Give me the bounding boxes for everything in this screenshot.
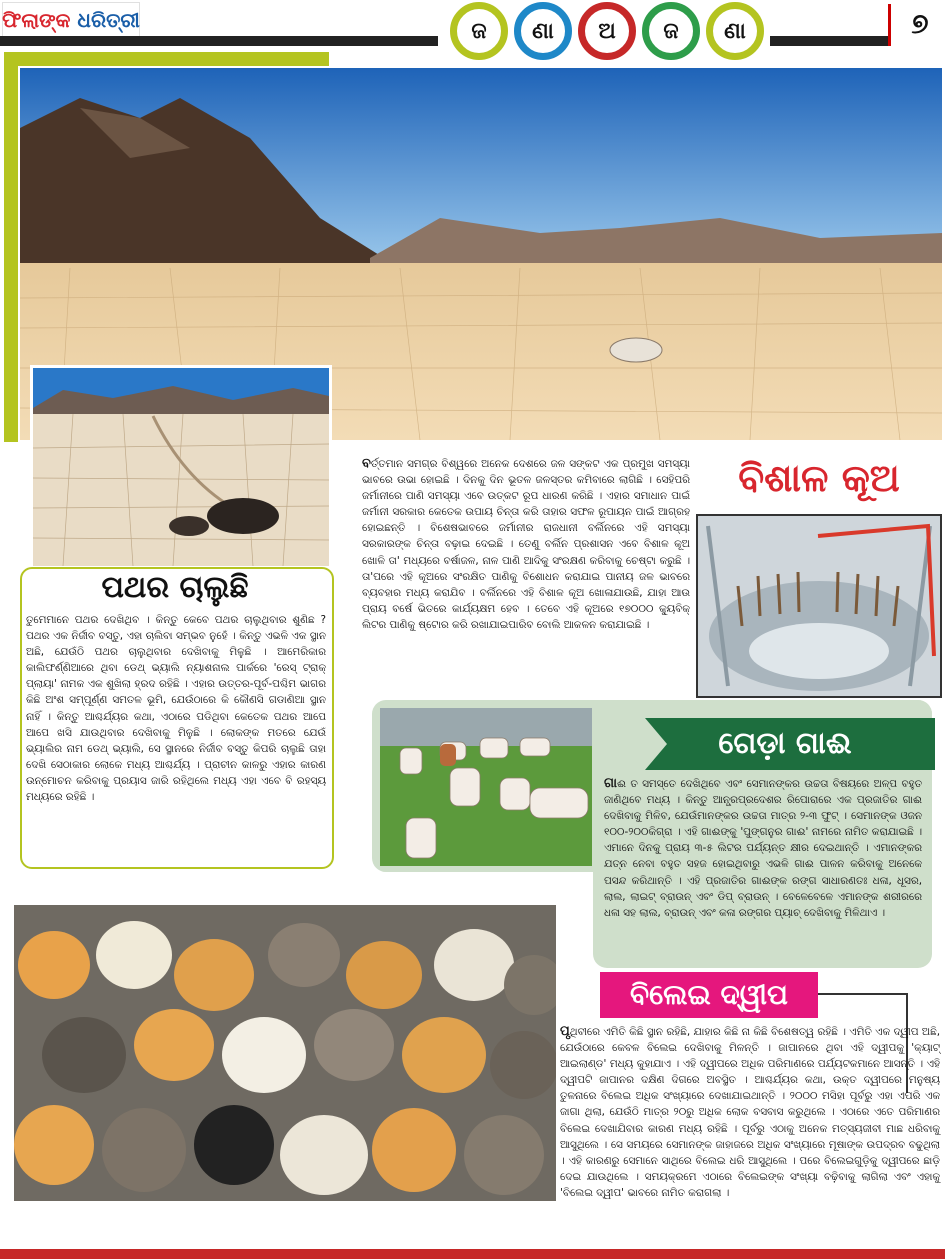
cat-connector-line (818, 993, 906, 995)
well-article (362, 456, 690, 633)
stone-title: ପଥର ଚାଲୁଛି (101, 570, 249, 605)
cow-article (604, 776, 922, 921)
title-letter-2: ଣା (514, 2, 572, 60)
page-number-divider (888, 4, 891, 46)
hero-frame-top (4, 52, 329, 66)
mini-cows-photo (380, 708, 592, 866)
title-letter-3: ଅ (578, 2, 636, 60)
well-first-letter: ବ (362, 456, 371, 471)
title-letter-5: ଣା (706, 2, 764, 60)
cat-title: ବିଲେଇ ଦ୍ୱୀପ (630, 978, 788, 1011)
cat-article (560, 1024, 940, 1201)
moving-stone-photo (30, 365, 332, 569)
logo-part1: ଫିଲାଙ୍କ (2, 8, 71, 32)
well-title: ବିଶାଳ କୂଅ (738, 456, 900, 500)
title-letter-4: ଜ (642, 2, 700, 60)
logo-part2: ଧରିତ୍ରୀ (77, 8, 140, 32)
cow-body: ଈ ତ ସମସ୍ତେ ଦେଖିଥିବେ ଏବଂ ସେମାନଙ୍କର ଉଚ୍ଚତା ବିଷୟରେ ଅଳ୍ପ ବହୁତ ଜାଣିଥିବେ ମଧ୍ୟ । କିନ୍ତୁ ଆନ୍ଧ୍ରପ୍ରଦେଶର ରିପୋରାରେ ଏକ ପ୍ରଜାତିର ଗାଈ ଦେଖିବାକୁ ମିଳିବ, ଯେଉଁମାନଙ୍କର ଉଚ୍ଚତା ମାତ୍ର ୨-୩ ଫୁଟ୍ । ସେମାନଙ୍କ ଓଜନ ୧୦୦-୨୦୦କିଗ୍ରା । ଏହି ଗାଈଙ୍କୁ 'ପୁଙ୍ଗନୁର ଗାଈ' ନାମରେ ନାମିତ କରାଯାଇଛି । ଏମାନେ ଦିନକୁ ପ୍ରାୟ ୩-୫ ଲିଟର ପର୍ଯ୍ୟନ୍ତ କ୍ଷୀର ଦେଇଥାନ୍ତି । ଏମାନଙ୍କର ଯତ୍ନ ନେବା ବହୁତ ସହଜ ହୋଇଥିବାରୁ ଏଭଳି ଗାଈ ପାଳନ କରିବାକୁ ଅନେକେ ପସନ୍ଦ କରିଥାନ୍ତି । ଏହି ପ୍ରଜାତିର ଗାଈଙ୍କ ରଙ୍ଗ ସାଧାରଣତଃ ଧଳା, ଧୂସର, ଲାଲ, ଲାଇଟ୍ ବ୍ରାଉନ୍ ଏବଂ ଡିପ୍ ବ୍ରାଉନ୍ । ବେଳେବେଳେ ଏମାନଙ୍କ ଶରୀରରେ ଧଳା ସହ ଲାଲ, ବ୍ରାଉନ୍ ଏବଂ କଳା ରଙ୍ଗର ପ୍ୟାଚ୍ ଦେଖିବାକୁ ମିଳିଥାଏ । (604, 778, 922, 919)
hero-frame-side (4, 52, 18, 442)
cat-body: ଥିବୀରେ ଏମିତି କିଛି ସ୍ଥାନ ରହିଛି, ଯାହାର କିଛି ନା କିଛି ବିଶେଷତ୍ୱ ରହିଛି । ଏମିତି ଏକ ଦ୍ୱୀପ ଅଛି, ଯେଉଁଠାରେ କେବଳ ବିଲେଇ ଦେଖିବାକୁ ମିଳନ୍ତି । ଜାପାନରେ ଥିବା ଏହି ଦ୍ୱୀପକୁ 'କ୍ୟାଟ୍ ଆଇଲାଣ୍ଡ' ମଧ୍ୟ କୁହାଯାଏ । ଏହି ଦ୍ୱୀପରେ ଅଧିକ ପରିମାଣରେ ପର୍ଯ୍ୟଟକମାନେ ଆସନ୍ତି । ଏହି ଦ୍ୱୀପଟି ଜାପାନର ଦକ୍ଷିଣ ଦିଗରେ ଅବସ୍ଥିତ । ଆଶ୍ଚର୍ଯ୍ୟର କଥା, ଉକ୍ତ ଦ୍ୱୀପରେ ମନୁଷ୍ୟ ତୁଳନାରେ ବିଲେଇ ଅଧିକ ସଂଖ୍ୟାରେ ଦେଖାଯାଇଥାନ୍ତି । ୨୦୦୦ ମସିହା ପୂର୍ବରୁ ଏହା ଏପରି ଏକ ଜାଗା ଥିଲା, ଯେଉଁଠି ମାତ୍ର ୨୦ରୁ ଅଧିକ ଲୋକ ବସବାସ କରୁଥିଲେ । ଏଠାରେ ଏତେ ପରିମାଣର ବିଲେଇ ଦେଖାଯିବାର କାରଣ ମଧ୍ୟ ରହିଛି । ପୂର୍ବରୁ ଏଠାକୁ ଅନେକ ମତ୍ସ୍ୟଜୀବୀ ମାଛ ଧରିବାକୁ ଆସୁଥିଲେ । ସେ ସମୟରେ ସେମାନଙ୍କ ଜାହାଜରେ ଅଧିକ ସଂଖ୍ୟାରେ ମୂଷାଙ୍କ ଉପଦ୍ରବ ବଢୁଥିଲା । ଏହି କାରଣରୁ ସେମାନେ ସାଥିରେ ବିଲେଇ ଧରି ଆସୁଥିଲେ । ପରେ ବିଲେଇଗୁଡ଼ିକୁ ଦ୍ୱୀପରେ ଛାଡ଼ି ଦେଇ ଯାଉଥିଲେ । ସମୟକ୍ରମେ ଏଠାରେ ବିଲେଇଙ୍କ ସଂଖ୍ୟା ବଢ଼ିବାକୁ ଲାଗିଲା ଏବଂ ଏହାକୁ 'ବିଲେଇ ଦ୍ୱୀପ' ଭାବରେ ନାମିତ କରାଗଲା । (560, 1026, 940, 1199)
title-letter-1: ଜ (450, 2, 508, 60)
header-bar-right (770, 36, 890, 46)
cow-title: ଗେଡ଼ା ଗାଈ (718, 726, 852, 761)
publication-logo (2, 2, 140, 38)
page-number: ୭ (911, 7, 929, 40)
cow-first-letter: ଗା (604, 776, 617, 791)
stone-body: ତୁମେମାନେ ପଥର ଦେଖିଥିବ । କିନ୍ତୁ କେବେ ପଥର ଚାଲୁଥିବାର ଶୁଣିଛ ? ପଥର ଏକ ନିର୍ଜୀବ ବସ୍ତୁ, ଏହା ଚାଲିବା ସମ୍ଭବ ନୁହେଁ । କିନ୍ତୁ ଏଭଳି ଏକ ସ୍ଥାନ ଅଛି, ଯେଉଁଠି ପଥର ଚାଲୁଥିବାର ଦେଖିବାକୁ ମିଳୁଛି । ଆମେରିକାର କାଲିଫର୍ଣ୍ଣିଆରେ ଥିବା ଡେଥ୍ ଭ୍ୟାଲି ନ୍ୟାଶନାଲ ପାର୍କରେ 'ରେସ୍ ଟ୍ରାକ୍ ପ୍ଲାୟା' ନାମକ ଏକ ଶୁଖିଲା ହ୍ରଦ ରହିଛି । ଏହାର ଉତ୍ତର-ପୂର୍ବ-ପଶ୍ଚିମ ଭାଗର କିଛି ଅଂଶ ସମ୍ପୂର୍ଣ୍ଣ ସମତଳ ଭୂମି, ଯେଉଁଠାରେ କି କୌଣସି ଗଡାଣିଆ ସ୍ଥାନ ନାହିଁ । କିନ୍ତୁ ଆଶ୍ଚର୍ଯ୍ୟର କଥା, ଏଠାରେ ପଡିଥିବା କେତେକ ପଥର ଆପେ ଆପେ ଖସି ଯାଉଥିବାର ଦେଖିବାକୁ ମିଳୁଛି । ଲୋକଙ୍କ ମତରେ ଯେଉଁ ଭ୍ୟାଲିର ନାମ ଡେଥ୍ ଭ୍ୟାଲି, ସେ ସ୍ଥାନରେ ନିର୍ଜୀବ ବସ୍ତୁ କିପରି ଚାଲୁଛି ତାହା ଦେଖି ସେଠାକାର ଲୋକେ ମଧ୍ୟ ଆଶ୍ଚର୍ଯ୍ୟ । ପ୍ରାଚୀନ କାଳରୁ ଏହାର କାରଣ ଉନ୍ମୋଚନ କରିବାକୁ ପ୍ରୟାସ ଜାରି ରହିଥିଲେ ମଧ୍ୟ ଏହା ଏବେ ବି ରହସ୍ୟ ମଧ୍ୟରେ ରହିଛି । (26, 614, 326, 804)
section-title (450, 2, 770, 60)
cat-first-letter: ପୃ (560, 1024, 570, 1039)
header-bar-left (0, 36, 438, 46)
giant-well-photo (696, 514, 942, 698)
well-body: ର୍ତ୍ତମାନ ସମଗ୍ର ବିଶ୍ୱରେ ଅନେକ ଦେଶରେ ଜଳ ସଙ୍କଟ ଏକ ପ୍ରମୁଖ ସମସ୍ୟା ଭାବରେ ଉଭା ହୋଇଛି । ଦିନକୁ ଦିନ ଭୂତଳ ଜଳସ୍ତର କମିବାରେ ଲାଗିଛି । ସେହିପରି ଜର୍ମାନୀରେ ପାଣି ସମସ୍ୟା ଏବେ ଉତ୍କଟ ରୂପ ଧାରଣ କରିଛି । ଏହାର ସମାଧାନ ପାଇଁ ଜର୍ମାନୀ ସରକାର କେତେକ ଉପାୟ ଚିନ୍ତା କରି ତାହାର ସଫଳ ରୂପାୟନ ପାଇଁ ଆଗ୍ରହ ହୋଇଛନ୍ତି । ବିଶେଷଭାବରେ ଜର୍ମାନୀର ରାଜଧାନୀ ବର୍ଲିନରେ ଏହି ସମସ୍ୟା ସରକାରଙ୍କ ଚିନ୍ତା ବଢ଼ାଇ ଦେଇଛି । ତେଣୁ ବର୍ଲିନ ପ୍ରଶାସନ ଏବେ ବିଶାଳ କୂଅ ଖୋଳି ତା' ମଧ୍ୟରେ ବର୍ଷାଜଳ, ନାଳ ପାଣି ଆଦିକୁ ସଂରକ୍ଷଣ କରିବାକୁ ଚେଷ୍ଟା କରୁଛି । ତା'ପରେ ଏହି କୂଅରେ ସଂରକ୍ଷିତ ପାଣିକୁ ବିଶୋଧନ କରାଯାଇ ପାନୀୟ ଜଳ ଭାବରେ ବ୍ୟବହାର ମଧ୍ୟ କରାଯିବ । ବର୍ଲିନରେ ଏହି ବିଶାଳ କୂଅ ଖୋଳାଯାଉଛି, ଯାହା ଆଉ ପ୍ରାୟ ବର୍ଷେ ଭିତରେ କାର୍ଯ୍ୟକ୍ଷମ ହେବ । ତେବେ ଏହି କୂଅରେ ୧୭୦୦୦ କ୍ୟୁବିକ୍ ଲିଟର ପାଣିକୁ ଷ୍ଟୋର କରି ରଖାଯାଇପାରିବ ବୋଲି ଆକଳନ କରାଯାଇଛି । (362, 458, 690, 631)
footer-bar (0, 1249, 945, 1259)
cat-island-photo (14, 905, 556, 1201)
